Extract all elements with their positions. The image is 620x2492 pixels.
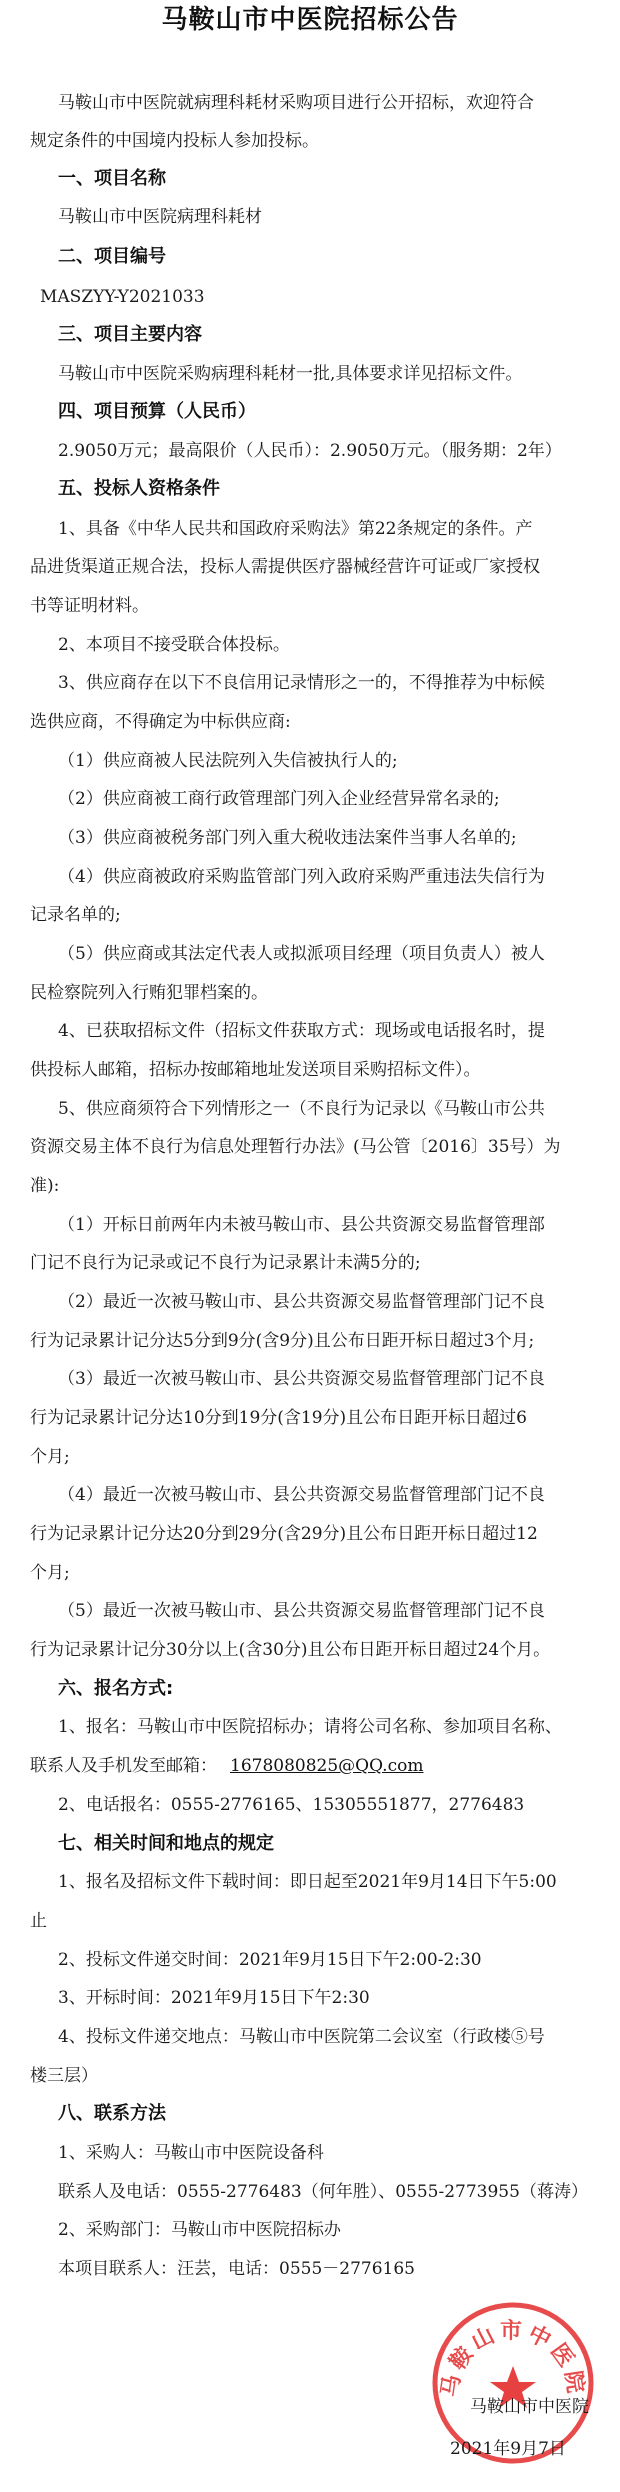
contact-line: 2、采购部门：马鞍山市中医院招标办 <box>58 2220 341 2240</box>
bad-credit-item: （2）供应商被工商行政管理部门列入企业经营异常名录的; <box>58 789 500 809</box>
bad-credit-item: 记录名单的; <box>30 905 121 925</box>
bad-behavior-item: （5）最近一次被马鞍山市、县公共资源交易监督管理部门记不良 <box>58 1601 545 1621</box>
signature-org: 马鞍山市中医院 <box>470 2397 589 2417</box>
section-heading-1: 一、项目名称 <box>58 168 166 189</box>
contact-line: 1、采购人：马鞍山市中医院设备科 <box>58 2143 324 2163</box>
bad-behavior-item: （3）最近一次被马鞍山市、县公共资源交易监督管理部门记不良 <box>58 1369 545 1389</box>
qualification-line: 选供应商，不得确定为中标供应商: <box>30 712 291 732</box>
schedule-line: 4、投标文件递交地点：马鞍山市中医院第二会议室（行政楼⑤号 <box>58 2027 545 2047</box>
bad-credit-item: （4）供应商被政府采购监管部门列入政府采购严重违法失信行为 <box>58 867 545 887</box>
phone-registration: 2、电话报名：0555-2776165、15305551877，2776483 <box>58 1795 525 1815</box>
bad-behavior-item: 个月; <box>30 1563 70 1583</box>
seal-text: 马鞍山市中医院 <box>437 2319 589 2399</box>
bad-behavior-item: 个月; <box>30 1447 70 1467</box>
intro-line-2: 规定条件的中国境内投标人参加投标。 <box>30 131 319 151</box>
section-heading-5: 五、投标人资格条件 <box>58 478 220 499</box>
qualification-line: 3、供应商存在以下不良信用记录情形之一的，不得推荐为中标候 <box>58 673 545 693</box>
section-heading-3: 三、项目主要内容 <box>58 324 202 345</box>
bad-behavior-item: 门记不良行为记录或记不良行为记录累计未满5分的; <box>30 1253 421 1273</box>
intro-line-1: 马鞍山市中医院就病理科耗材采购项目进行公开招标，欢迎符合 <box>58 93 534 113</box>
section-heading-8: 八、联系方法 <box>58 2103 166 2124</box>
qualification-line: 供投标人邮箱，招标办按邮箱地址发送项目采购招标文件）。 <box>30 1060 481 1080</box>
registration-line: 联系人及手机发至邮箱： <box>30 1756 217 1776</box>
bad-credit-item: （5）供应商或其法定代表人或拟派项目经理（项目负责人）被人 <box>58 944 545 964</box>
bad-credit-item: （1）供应商被人民法院列入失信被执行人的; <box>58 751 398 771</box>
bad-behavior-item: 行为记录累计记分达10分到19分(含19分)且公布日距开标日超过6 <box>30 1408 527 1428</box>
qualification-line: 5、供应商须符合下列情形之一（不良行为记录以《马鞍山市公共 <box>58 1099 545 1119</box>
bad-behavior-item: （1）开标日前两年内未被马鞍山市、县公共资源交易监督管理部 <box>58 1215 545 1235</box>
project-budget: 2.9050万元；最高限价（人民币）：2.9050万元。（服务期：2年） <box>58 441 562 461</box>
project-number: MASZYY-Y2021033 <box>40 287 205 307</box>
bad-credit-item: 民检察院列入行贿犯罪档案的。 <box>30 983 268 1003</box>
bad-behavior-item: 行为记录累计记分30分以上(含30分)且公布日距开标日超过24个月。 <box>30 1640 551 1660</box>
qualification-line: 书等证明材料。 <box>30 596 149 616</box>
section-heading-4: 四、项目预算（人民币） <box>58 401 256 422</box>
qualification-line: 4、已获取招标文件（招标文件获取方式：现场或电话报名时，提 <box>58 1021 545 1041</box>
contact-line: 本项目联系人：汪芸，电话：0555－2776165 <box>58 2259 415 2279</box>
schedule-line: 止 <box>30 1911 47 1931</box>
bad-behavior-item: 行为记录累计记分达20分到29分(含29分)且公布日距开标日超过12 <box>30 1524 538 1544</box>
contact-line: 联系人及电话：0555-2776483（何年胜）、0555-2773955（蒋涛） <box>58 2182 588 2202</box>
qualification-line: 准): <box>30 1176 60 1196</box>
schedule-line: 1、报名及招标文件下载时间：即日起至2021年9月14日下午5:00 <box>58 1872 557 1892</box>
qualification-line: 1、具备《中华人民共和国政府采购法》第22条规定的条件。产 <box>58 519 533 539</box>
section-heading-6: 六、报名方式: <box>58 1678 174 1699</box>
bad-behavior-item: 行为记录累计记分达5分到9分(含9分)且公布日距开标日超过3个月; <box>30 1331 535 1351</box>
project-name: 马鞍山市中医院病理科耗材 <box>58 207 262 227</box>
bad-credit-item: （3）供应商被税务部门列入重大税收违法案件当事人名单的; <box>58 828 517 848</box>
section-heading-7: 七、相关时间和地点的规定 <box>58 1833 274 1854</box>
qualification-line: 2、本项目不接受联合体投标。 <box>58 635 290 655</box>
registration-line: 1、报名：马鞍山市中医院招标办；请将公司名称、参加项目名称、 <box>58 1717 562 1737</box>
schedule-line: 楼三层） <box>30 2066 98 2086</box>
project-content: 马鞍山市中医院采购病理科耗材一批,具体要求详见招标文件。 <box>58 364 523 384</box>
signature-date: 2021年9月7日 <box>450 2439 566 2459</box>
schedule-line: 2、投标文件递交时间：2021年9月15日下午2:00-2:30 <box>58 1950 482 1970</box>
schedule-line: 3、开标时间：2021年9月15日下午2:30 <box>58 1988 370 2008</box>
qualification-line: 品进货渠道正规合法，投标人需提供医疗器械经营许可证或厂家授权 <box>30 557 540 577</box>
section-heading-2: 二、项目编号 <box>58 246 166 267</box>
document-title: 马鞍山市中医院招标公告 <box>161 5 459 35</box>
email-link[interactable]: 1678080825@QQ.com <box>230 1756 424 1776</box>
bad-behavior-item: （2）最近一次被马鞍山市、县公共资源交易监督管理部门记不良 <box>58 1292 545 1312</box>
bad-behavior-item: （4）最近一次被马鞍山市、县公共资源交易监督管理部门记不良 <box>58 1485 545 1505</box>
qualification-line: 资源交易主体不良行为信息处理暂行办法》(马公管〔2016〕35号）为 <box>30 1137 561 1157</box>
